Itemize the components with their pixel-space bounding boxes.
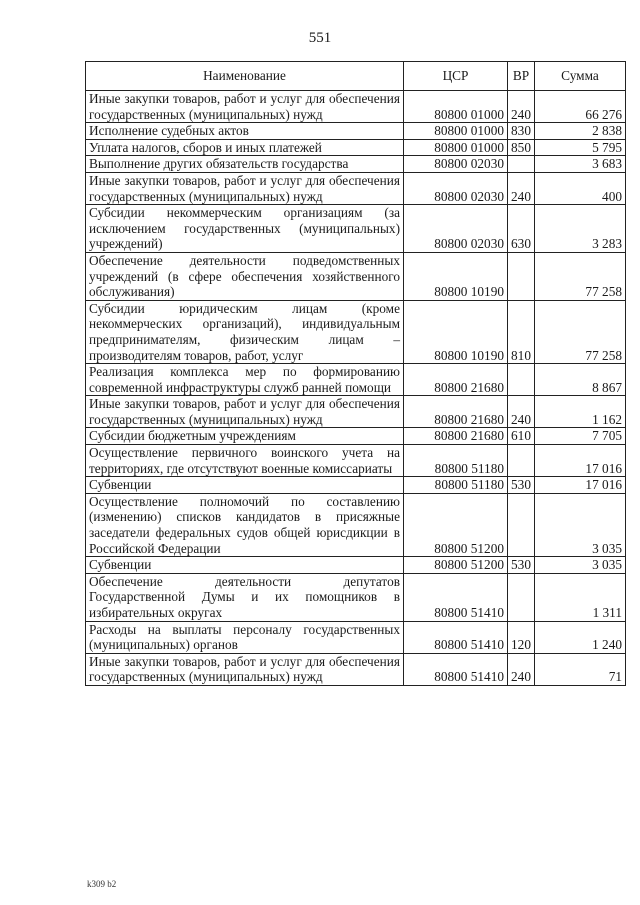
row-csr-cell: 80800 51200 — [404, 557, 508, 574]
row-vr-cell: 830 — [508, 123, 535, 140]
row-vr-cell — [508, 573, 535, 621]
row-csr-cell: 80800 51200 — [404, 493, 508, 556]
column-header-sum: Сумма — [535, 62, 626, 91]
row-sum-cell: 3 035 — [535, 493, 626, 556]
row-sum-cell: 3 035 — [535, 557, 626, 574]
table-row — [86, 172, 626, 204]
row-csr-cell: 80800 02030 — [404, 205, 508, 253]
row-name-cell: Расходы на выплаты персоналу государственных (муниципальных) органов — [86, 621, 404, 653]
row-vr-cell — [508, 493, 535, 556]
row-sum-cell: 77 258 — [535, 300, 626, 363]
row-name-cell: Исполнение судебных актов — [86, 123, 404, 140]
row-name-cell: Иные закупки товаров, работ и услуг для обеспечения государственных (муниципальных) нужд — [86, 172, 404, 204]
table-row — [86, 573, 626, 621]
row-csr-cell: 80800 02030 — [404, 156, 508, 173]
table-row — [86, 493, 626, 556]
row-sum-cell: 77 258 — [535, 252, 626, 300]
row-name-cell: Субсидии бюджетным учреждениям — [86, 428, 404, 445]
row-vr-cell: 240 — [508, 172, 535, 204]
row-name-cell: Выполнение других обязательств государства — [86, 156, 404, 173]
row-name-cell: Субвенции — [86, 557, 404, 574]
row-name-cell: Субвенции — [86, 477, 404, 494]
row-name-cell: Иные закупки товаров, работ и услуг для обеспечения государственных (муниципальных) нужд — [86, 653, 404, 685]
footer-document-code: k309 b2 — [87, 879, 117, 889]
row-vr-cell — [508, 364, 535, 396]
table-row — [86, 91, 626, 123]
row-name-cell: Осуществление первичного воинского учета на территориях, где отсутствуют военные комиссариаты — [86, 445, 404, 477]
row-csr-cell: 80800 01000 — [404, 123, 508, 140]
row-vr-cell: 120 — [508, 621, 535, 653]
table-row — [86, 621, 626, 653]
row-vr-cell — [508, 252, 535, 300]
row-csr-cell: 80800 51410 — [404, 573, 508, 621]
row-name-cell: Иные закупки товаров, работ и услуг для обеспечения государственных (муниципальных) нужд — [86, 396, 404, 428]
table-row — [86, 300, 626, 363]
row-sum-cell: 3 283 — [535, 205, 626, 253]
row-csr-cell: 80800 10190 — [404, 252, 508, 300]
table-row — [86, 396, 626, 428]
row-vr-cell: 240 — [508, 396, 535, 428]
table-row — [86, 364, 626, 396]
table-row — [86, 205, 626, 253]
budget-table — [85, 61, 626, 686]
row-sum-cell: 8 867 — [535, 364, 626, 396]
row-name-cell: Субсидии некоммерческим организациям (за исключением государственных (муниципальных) учреждений) — [86, 205, 404, 253]
row-csr-cell: 80800 02030 — [404, 172, 508, 204]
row-csr-cell: 80800 21680 — [404, 396, 508, 428]
row-vr-cell: 530 — [508, 557, 535, 574]
row-csr-cell: 80800 51180 — [404, 477, 508, 494]
row-csr-cell: 80800 21680 — [404, 428, 508, 445]
row-sum-cell: 2 838 — [535, 123, 626, 140]
table-row — [86, 123, 626, 140]
table-row — [86, 156, 626, 173]
table-header-row — [86, 62, 626, 91]
column-header-vr: ВР — [508, 62, 535, 91]
row-name-cell: Осуществление полномочий по составлению (изменению) списков кандидатов в присяжные заседатели федеральных судов общей юрисдикции в Российской Федерации — [86, 493, 404, 556]
row-name-cell: Уплата налогов, сборов и иных платежей — [86, 139, 404, 156]
table-row — [86, 139, 626, 156]
row-vr-cell: 610 — [508, 428, 535, 445]
row-sum-cell: 1 311 — [535, 573, 626, 621]
row-name-cell: Реализация комплекса мер по формированию современной инфраструктуры служб ранней помощи — [86, 364, 404, 396]
row-csr-cell: 80800 01000 — [404, 91, 508, 123]
row-csr-cell: 80800 51410 — [404, 653, 508, 685]
row-csr-cell: 80800 21680 — [404, 364, 508, 396]
row-vr-cell: 810 — [508, 300, 535, 363]
row-csr-cell: 80800 51180 — [404, 445, 508, 477]
row-name-cell: Обеспечение деятельности подведомственных учреждений (в сфере обеспечения хозяйственного обслуживания) — [86, 252, 404, 300]
row-sum-cell: 5 795 — [535, 139, 626, 156]
row-name-cell: Иные закупки товаров, работ и услуг для обеспечения государственных (муниципальных) нужд — [86, 91, 404, 123]
page-number: 551 — [308, 30, 332, 46]
row-vr-cell: 630 — [508, 205, 535, 253]
column-header-csr: ЦСР — [404, 62, 508, 91]
row-name-cell: Обеспечение деятельности депутатов Государственной Думы и их помощников в избирательных округах — [86, 573, 404, 621]
row-sum-cell: 400 — [535, 172, 626, 204]
row-sum-cell: 71 — [535, 653, 626, 685]
row-vr-cell — [508, 156, 535, 173]
table-row — [86, 428, 626, 445]
row-sum-cell: 1 162 — [535, 396, 626, 428]
table-row — [86, 557, 626, 574]
table-row — [86, 252, 626, 300]
row-vr-cell: 240 — [508, 653, 535, 685]
row-csr-cell: 80800 10190 — [404, 300, 508, 363]
table-row — [86, 477, 626, 494]
row-sum-cell: 7 705 — [535, 428, 626, 445]
column-header-name: Наименование — [86, 62, 404, 91]
row-csr-cell: 80800 51410 — [404, 621, 508, 653]
row-sum-cell: 1 240 — [535, 621, 626, 653]
row-sum-cell: 17 016 — [535, 477, 626, 494]
row-vr-cell: 530 — [508, 477, 535, 494]
row-vr-cell: 240 — [508, 91, 535, 123]
row-sum-cell: 66 276 — [535, 91, 626, 123]
row-name-cell: Субсидии юридическим лицам (кроме некоммерческих организаций), индивидуальным предпринимателям, физическим лицам – производителям товаров, работ, услуг — [86, 300, 404, 363]
row-vr-cell: 850 — [508, 139, 535, 156]
table-row — [86, 653, 626, 685]
row-sum-cell: 17 016 — [535, 445, 626, 477]
row-vr-cell — [508, 445, 535, 477]
row-csr-cell: 80800 01000 — [404, 139, 508, 156]
row-sum-cell: 3 683 — [535, 156, 626, 173]
table-row — [86, 445, 626, 477]
